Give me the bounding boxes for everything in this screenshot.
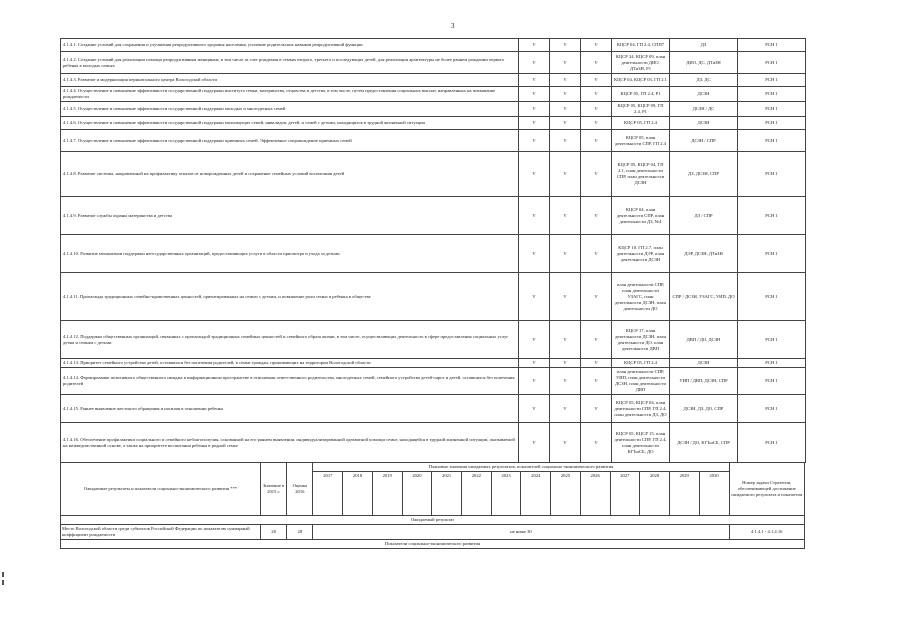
year-header: 2020 <box>402 472 432 516</box>
mark-cell: V <box>550 423 581 463</box>
program-cell: КЦСР 05, КЦСР 09, ГП 2.4, Р1 <box>612 102 670 117</box>
mark-cell: V <box>519 117 550 130</box>
mark-cell: V <box>581 359 612 368</box>
table-row <box>61 423 806 463</box>
funding-cell: РСН 1 <box>738 359 806 368</box>
indicator-header: Ожидаемые результаты и показатели социально-экономического развития *** <box>61 463 261 516</box>
executor-cell: СПР / ДСЗН, УЗАГС, УИП, ДО <box>670 273 738 321</box>
program-cell: КЦСР 24, КЦСР 09, план деятельности ДИО, ДТиЗН, Р1 <box>612 52 670 74</box>
funding-cell: РСН 1 <box>738 102 806 117</box>
mark-cell: V <box>550 197 581 235</box>
program-cell: КЦСР 05, ГП 2.4 <box>612 117 670 130</box>
results-table <box>60 462 805 549</box>
table-row <box>61 152 806 197</box>
mark-cell: V <box>519 273 550 321</box>
table-row <box>61 273 806 321</box>
program-cell: КЦСР 05, КЦСР 04, план деятельности СПР, ГП 2.4, план деятельности ДЗ, ДО <box>612 395 670 423</box>
task-cell: 4.1.4.10. Развитие механизмов поддержки негосударственных организаций, предоставляющих услуги в области присмотра и ухода за детьми <box>61 235 519 273</box>
program-cell: КЦСР 05, план деятельности СПР, ГП 2.4 <box>612 130 670 152</box>
funding-cell: РСН 1 <box>738 87 806 102</box>
table-row <box>61 102 806 117</box>
mark-cell: V <box>581 102 612 117</box>
task-cell: 4.1.4.2. Создание условий для реализации помощи репродуктивным женщинам, в том числе за счет рождения в семьях второго, третьего и последующих детей, для реализации архитектуры не более раннем рождении первого ребенка в молодых семьях <box>61 52 519 74</box>
mark-cell: V <box>519 359 550 368</box>
indicator-task-numbers: 4.1.4.1 - 4.1.4.16 <box>729 525 805 540</box>
scan-edge-mark <box>2 580 4 585</box>
mark-cell: V <box>550 74 581 87</box>
expected-result-section: Ожидаемый результат <box>61 516 805 525</box>
table-row <box>61 368 806 395</box>
task-cell: 4.1.4.5. Осуществление и повышение эффективности государственной поддержки молодых и многодетных семей <box>61 102 519 117</box>
mark-cell: V <box>581 130 612 152</box>
task-cell: 4.1.4.1. Создание условий для сохранения и улучшения репродуктивного здоровья населения, усиление родительских навыков репродуктивной функции <box>61 39 519 52</box>
mark-cell: V <box>550 235 581 273</box>
base-value-header: Значение в 2015 г. <box>260 463 286 516</box>
year-header: 2019 <box>372 472 402 516</box>
task-cell: 4.1.4.9. Развитие службы охраны материнства и детства <box>61 197 519 235</box>
year-header: 2028 <box>640 472 670 516</box>
task-cell: 4.1.4.7. Осуществление и повышение эффективности государственной поддержки приемных семей. Эффективное сопровождение приемных семей <box>61 130 519 152</box>
program-cell: КЦСР 05, ГП 2.4, Р1 <box>612 87 670 102</box>
executor-cell: ДСЗН / ДС <box>670 102 738 117</box>
executor-cell: ДИО, ДС, ДТиЗН <box>670 52 738 74</box>
mark-cell: V <box>550 152 581 197</box>
program-cell: КЦСР 04, КЦСР 03, ГП 2.1 <box>612 74 670 87</box>
year-header: 2030 <box>699 472 729 516</box>
mark-cell: V <box>581 39 612 52</box>
scan-edge-mark <box>2 572 4 577</box>
year-header: 2017 <box>313 472 343 516</box>
mark-cell: V <box>519 102 550 117</box>
mark-cell: V <box>519 130 550 152</box>
executor-cell: ДВП / ДО, ДСЗН <box>670 321 738 359</box>
document-sheet <box>60 38 805 549</box>
mark-cell: V <box>550 395 581 423</box>
funding-cell: РСН 1 <box>738 368 806 395</box>
program-cell: план деятельности СПР, УИП, план деятельности ДСЗН, план деятельности ДВП <box>612 368 670 395</box>
funding-cell: РСН 1 <box>738 39 806 52</box>
funding-cell: РСН 1 <box>738 321 806 359</box>
table-row <box>61 395 806 423</box>
mark-cell: V <box>581 273 612 321</box>
funding-cell: РСН 1 <box>738 117 806 130</box>
mark-cell: V <box>519 152 550 197</box>
table-row <box>61 197 806 235</box>
mark-cell: V <box>519 235 550 273</box>
mark-cell: V <box>581 423 612 463</box>
indicators-section: Показатели социально-экономического развития <box>61 540 805 549</box>
mark-cell: V <box>550 130 581 152</box>
mark-cell: V <box>581 321 612 359</box>
task-cell: 4.1.4.8. Развитие системы, направленной на профилактику отказов от новорожденных детей и сохранение семейных условий воспитания детей <box>61 152 519 197</box>
mark-cell: V <box>519 423 550 463</box>
executor-cell: ДСЗН / СПР <box>670 130 738 152</box>
year-header: 2029 <box>669 472 699 516</box>
program-cell: КЦСР 05, КЦСР 04, ГП 2.1, план деятельности СПР, план деятельности ДСЗН <box>612 152 670 197</box>
mark-cell: V <box>550 359 581 368</box>
executor-cell: ДЭР, ДСЗН, ДТиЗН <box>670 235 738 273</box>
task-cell: 4.1.4.4. Осуществление и повышение эффективности государственной поддержки института семьи, материнства, отцовства и детства, в том числе, путем предоставления социальных выплат, направленных на повышение рождаемости <box>61 87 519 102</box>
mark-cell: V <box>581 117 612 130</box>
mark-cell: V <box>581 87 612 102</box>
mark-cell: V <box>550 39 581 52</box>
table-row <box>61 359 806 368</box>
funding-cell: РСН 1 <box>738 52 806 74</box>
executor-cell: ДСЗН <box>670 117 738 130</box>
mark-cell: V <box>550 87 581 102</box>
mark-cell: V <box>550 321 581 359</box>
executor-cell: ДСЗН / ДО, КГЪиСБ, СПР <box>670 423 738 463</box>
year-header: 2024 <box>521 472 551 516</box>
indicator-base-value: 28 <box>260 525 286 540</box>
funding-cell: РСН 1 <box>738 152 806 197</box>
funding-cell: РСН 1 <box>738 130 806 152</box>
executor-cell: ДСЗН <box>670 87 738 102</box>
mark-cell: V <box>519 39 550 52</box>
mark-cell: V <box>519 321 550 359</box>
mark-cell: V <box>581 395 612 423</box>
year-header: 2022 <box>461 472 491 516</box>
funding-cell: РСН 1 <box>738 395 806 423</box>
mark-cell: V <box>519 395 550 423</box>
planned-values-header: Плановые значения ожидаемых результатов, показателей социально-экономического развития <box>313 463 729 472</box>
mark-cell: V <box>581 235 612 273</box>
year-header: 2021 <box>432 472 462 516</box>
program-cell: КЦСР 04, план деятельности СПР, план деятельности ДЗ, №4 <box>612 197 670 235</box>
executor-cell: ДСЗН <box>670 359 738 368</box>
indicator-name: Место Вологодской области среди субъектов Российской Федерации по показателю суммарный коэффициент рождаемости <box>61 525 261 540</box>
table-row <box>61 321 806 359</box>
executor-cell: УИП / ДВП, ДСЗН, СПР <box>670 368 738 395</box>
year-header: 2023 <box>491 472 521 516</box>
task-number-header: Номер задачи Стратегии, обеспечивающей достижение ожидаемого результата и показателя <box>729 463 805 516</box>
mark-cell: V <box>550 117 581 130</box>
mark-cell: V <box>519 197 550 235</box>
task-cell: 4.1.4.3. Развитие и модернизация перинатального центра Вологодской области <box>61 74 519 87</box>
task-cell: 4.1.4.14. Формирование позитивного общественного имиджа в информационном пространстве в отношении ответственного родительства, многодетных семей, семейного устройства детей-сирот и детей, оставшихся без попечения родителей <box>61 368 519 395</box>
mark-cell: V <box>581 52 612 74</box>
mark-cell: V <box>581 74 612 87</box>
task-cell: 4.1.4.6. Осуществление и повышение эффективности государственной поддержки малоимущих семей, инвалидов, детей, и семей с детьми, находящихся в трудной жизненной ситуации <box>61 117 519 130</box>
mark-cell: V <box>550 368 581 395</box>
program-cell: план деятельности СПР, план деятельности УЗАГС, план деятельности ДСЗН, план деятельности ДО <box>612 273 670 321</box>
executor-cell: ДЗ, ДСЗН, СПР <box>670 152 738 197</box>
task-cell: 4.1.4.11. Пропаганда традиционных семейно-нравственных ценностей, ориентированных на семью с детьми, и повышение роли семьи и ребенка в обществе <box>61 273 519 321</box>
year-header: 2018 <box>343 472 373 516</box>
year-header: 2026 <box>580 472 610 516</box>
task-cell: 4.1.4.15. Раннее выявление жестокого обращения и насилия в отношении ребенка <box>61 395 519 423</box>
mark-cell: V <box>550 52 581 74</box>
funding-cell: РСН 1 <box>738 197 806 235</box>
program-cell: КЦСР 04, ГП 2.4, СПП7 <box>612 39 670 52</box>
indicator-planned-value: не ниже 30 <box>313 525 729 540</box>
year-header: 2027 <box>610 472 640 516</box>
funding-cell: РСН 1 <box>738 235 806 273</box>
table-row <box>61 117 806 130</box>
funding-cell: РСН 1 <box>738 423 806 463</box>
task-cell: 4.1.4.13. Приоритет семейного устройства детей, оставшихся без попечения родителей, в семьи граждан, проживающих на территории Вологодской области <box>61 359 519 368</box>
table-row <box>61 130 806 152</box>
tasks-table <box>60 38 806 463</box>
mark-cell: V <box>581 368 612 395</box>
estimate-header: Оценка 2016 <box>287 463 313 516</box>
table-row <box>61 74 806 87</box>
page-number: 3 <box>451 22 455 30</box>
task-cell: 4.1.4.12. Поддержка общественных организаций, связанных с пропагандой традиционных семейных ценностей и семейного образа жизни, в том числе, осуществляющих деятельность в сфере предоставления социальных услуг детям и семьям с детьми <box>61 321 519 359</box>
table-row <box>61 39 806 52</box>
table-row <box>61 87 806 102</box>
task-cell: 4.1.4.16. Обеспечение профилактики социального и семейного неблагополучия, основанной на его раннем выявлении, индивидуализированной адекватной помощи семье, находящейся в трудной жизненной ситуации, оказываемой на межведомственной основе, а также на приоритете воспитания ребенка в родной семье <box>61 423 519 463</box>
mark-cell: V <box>519 368 550 395</box>
table-row <box>61 235 806 273</box>
mark-cell: V <box>519 87 550 102</box>
mark-cell: V <box>581 152 612 197</box>
executor-cell: ДСЗН, ДЗ, ДО, СПР <box>670 395 738 423</box>
program-cell: КЦСР 05, ГП 2.4 <box>612 359 670 368</box>
funding-cell: РСН 1 <box>738 273 806 321</box>
program-cell: КЦСР 10, ГП 2.7, план деятельности ДЭР, план деятельности ДСЗН <box>612 235 670 273</box>
year-header: 2025 <box>551 472 581 516</box>
executor-cell: ДЗ <box>670 39 738 52</box>
table-row <box>61 52 806 74</box>
mark-cell: V <box>581 197 612 235</box>
indicator-estimate: 28 <box>287 525 313 540</box>
mark-cell: V <box>550 102 581 117</box>
mark-cell: V <box>519 74 550 87</box>
mark-cell: V <box>550 273 581 321</box>
program-cell: КЦСР 17, план деятельности ДСЗН, план деятельности ДО, план деятельности ДВП <box>612 321 670 359</box>
mark-cell: V <box>519 52 550 74</box>
funding-cell: РСН 1 <box>738 74 806 87</box>
executor-cell: ДЗ, ДС <box>670 74 738 87</box>
executor-cell: ДЗ / СПР <box>670 197 738 235</box>
program-cell: КЦСР 05, КЦСР 15, план деятельности СПР, ГП 2.4, план деятельности КГЪиСБ, ДО <box>612 423 670 463</box>
